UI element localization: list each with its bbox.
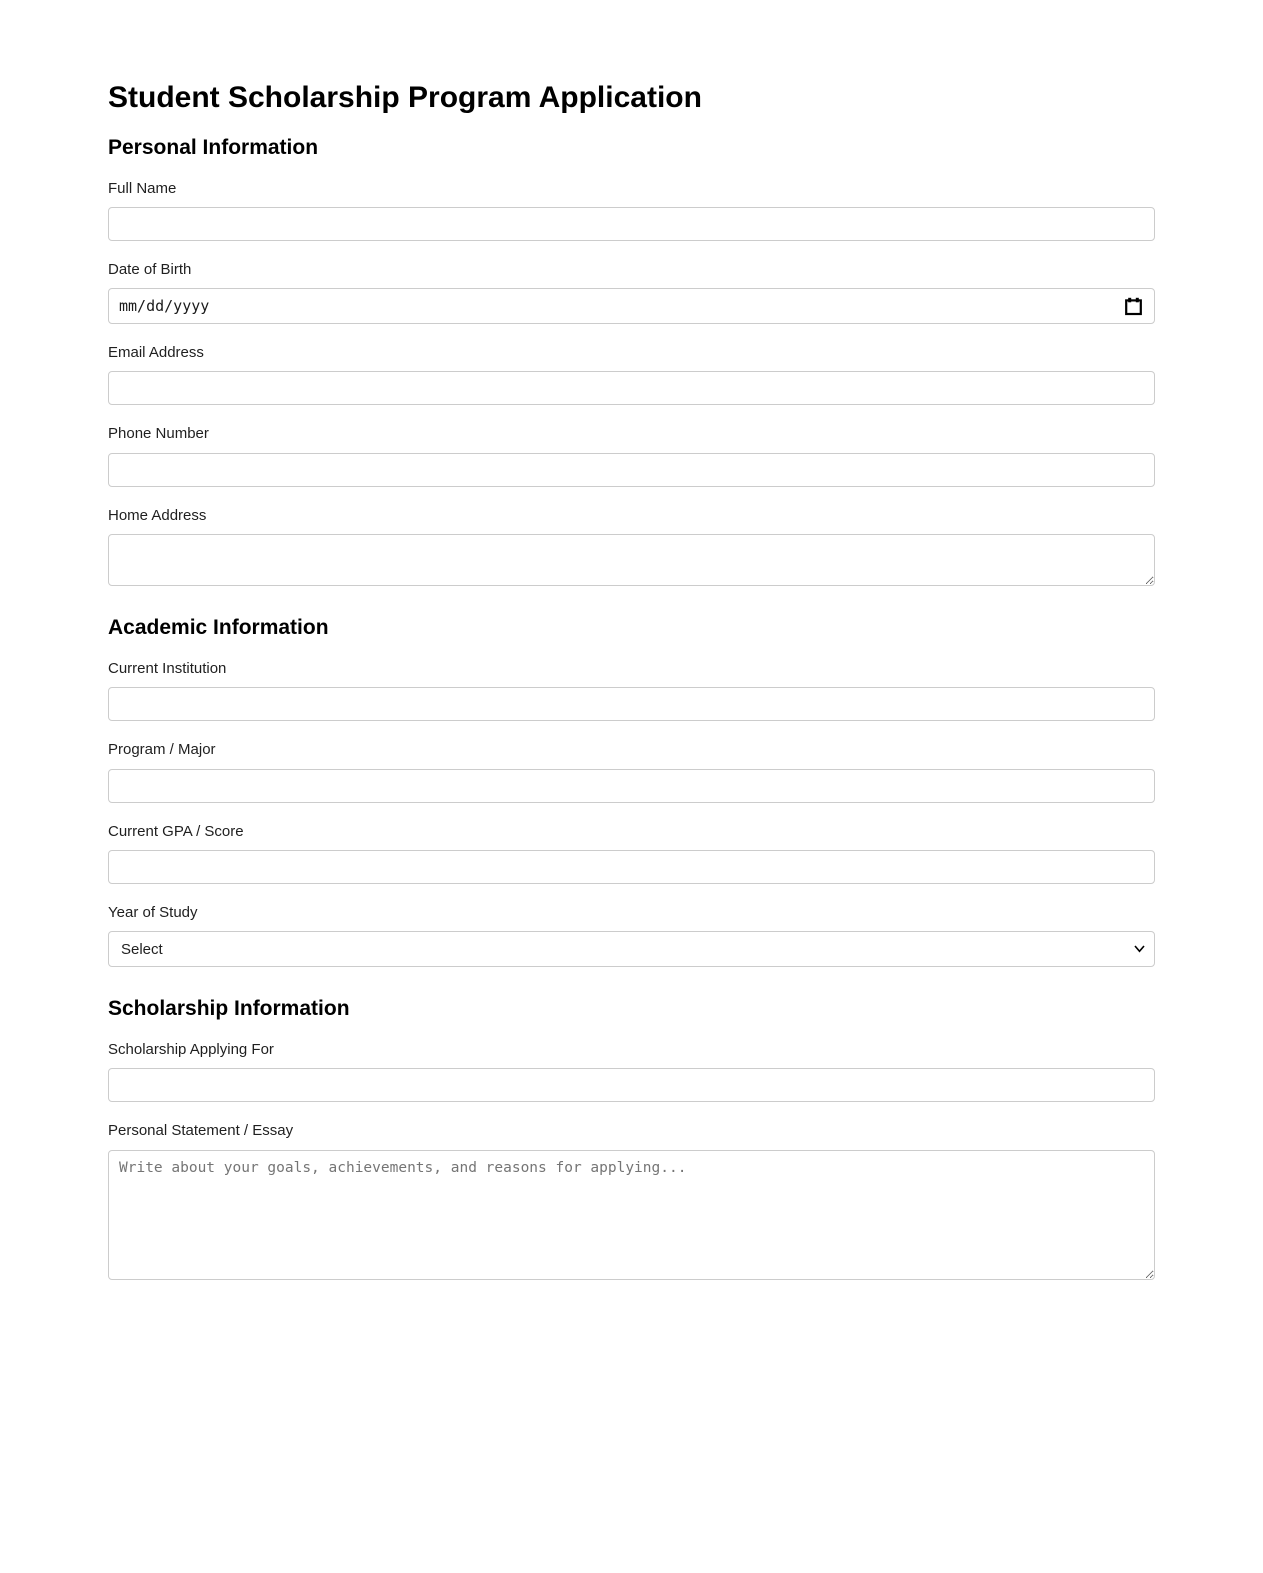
scholarship-applying-for-field [108, 1041, 1155, 1102]
calendar-icon [1124, 297, 1143, 316]
date-of-birth-label: Date of Birth [108, 260, 192, 278]
email-address-input[interactable] [108, 371, 1155, 405]
page-title: Student Scholarship Program Application [108, 81, 702, 114]
current-gpa-input[interactable] [108, 850, 1155, 884]
phone-number-input[interactable] [108, 453, 1155, 487]
phone-number-label: Phone Number [108, 425, 209, 443]
date-of-birth-input[interactable] [108, 288, 1155, 324]
full-name-label: Full Name [108, 179, 177, 197]
personal-statement-label: Personal Statement / Essay [108, 1122, 294, 1140]
year-of-study-select[interactable] [108, 931, 1155, 967]
year-of-study-label: Year of Study [108, 903, 198, 921]
scholarship-applying-for-input[interactable] [108, 1068, 1155, 1102]
program-major-label: Program / Major [108, 741, 216, 759]
section-heading-personal-information: Personal Information [108, 135, 319, 159]
date-of-birth-field [108, 261, 1155, 324]
calendar-picker-button[interactable] [1122, 295, 1144, 317]
application-form [108, 0, 1155, 1280]
email-address-label: Email Address [108, 344, 204, 362]
home-address-textarea[interactable] [108, 534, 1155, 586]
current-gpa-field [108, 823, 1155, 884]
email-address-field [108, 344, 1155, 405]
program-major-input[interactable] [108, 769, 1155, 803]
section-heading-scholarship-information: Scholarship Information [108, 997, 350, 1021]
full-name-input[interactable] [108, 207, 1155, 241]
home-address-field [108, 507, 1155, 586]
current-gpa-label: Current GPA / Score [108, 822, 244, 840]
phone-number-field [108, 425, 1155, 486]
personal-statement-field [108, 1122, 1155, 1279]
current-institution-input[interactable] [108, 687, 1155, 721]
scholarship-applying-for-label: Scholarship Applying For [108, 1041, 274, 1059]
current-institution-label: Current Institution [108, 660, 227, 678]
program-major-field [108, 741, 1155, 802]
current-institution-field [108, 660, 1155, 721]
section-heading-academic-information: Academic Information [108, 615, 329, 639]
date-format-placeholder[interactable]: mm/dd/yyyy [119, 297, 210, 316]
full-name-field [108, 180, 1155, 241]
personal-statement-textarea[interactable] [108, 1150, 1155, 1280]
year-of-study-field [108, 904, 1155, 967]
home-address-label: Home Address [108, 506, 207, 524]
